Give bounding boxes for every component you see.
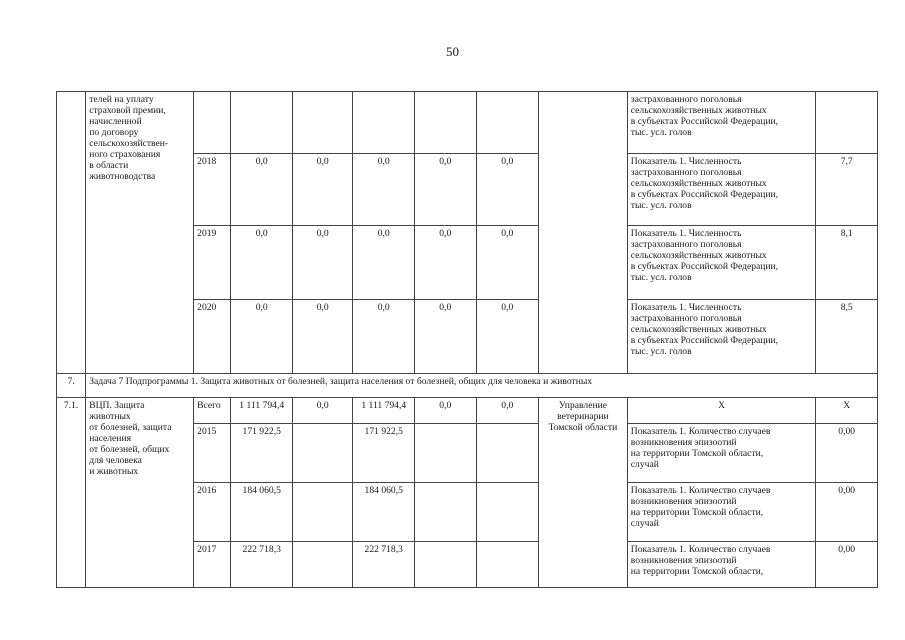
executor-cell: Управление ветеринарии Томской области xyxy=(539,398,628,588)
executor-cell xyxy=(539,92,628,374)
name-line: страховой премии, xyxy=(89,105,166,116)
table-row: 2019 0,0 0,0 0,0 0,0 0,0 Показатель 1. Численность застрахованного поголовья сельскохозяйственных животных в субъектах Российской Федерации, тыс. усл. голов 8,1 xyxy=(57,226,878,300)
indicator-value-cell: 8,1 xyxy=(816,226,878,300)
name-line: начисленной xyxy=(89,116,142,127)
name-line: по договору xyxy=(89,127,139,138)
indicator-cell: Показатель 1. Количество случаев возникновения эпизоотий на территории Томской области, случай xyxy=(627,483,816,542)
year-cell: Всего xyxy=(194,398,231,424)
indicator-value-cell: 8,5 xyxy=(816,300,878,374)
name-line: в области xyxy=(89,160,129,171)
table-row: 2018 0,0 0,0 0,0 0,0 0,0 Показатель 1. Численность застрахованного поголовья сельскохозяйственных животных в субъектах Российской Федерации, тыс. усл. голов 7,7 xyxy=(57,154,878,226)
name-line: ного страхования xyxy=(89,149,161,160)
indicator-value-cell: 0,00 xyxy=(816,424,878,483)
year-cell: 2017 xyxy=(194,542,231,588)
table-row xyxy=(57,92,878,154)
task-title: Задача 7 Подпрограммы 1. Защита животных от болезней, защита населения от болезней, общих для человека и животных xyxy=(86,374,878,398)
year-cell: 2015 xyxy=(194,424,231,483)
year-cell: 2019 xyxy=(194,226,231,300)
year-cell: 2020 xyxy=(194,300,231,374)
indicator-value-cell: 7,7 xyxy=(816,154,878,226)
name-line: сельскохозяйствен- xyxy=(89,138,169,149)
indicator-cell: Показатель 1. Численность застрахованного поголовья сельскохозяйственных животных в субъектах Российской Федерации, тыс. усл. голов xyxy=(627,226,816,300)
task-number: 7. xyxy=(57,374,86,398)
budget-table xyxy=(56,91,878,588)
indicator-value-cell: 0,00 xyxy=(816,483,878,542)
indicator-cell: Х xyxy=(627,398,816,424)
name-line: телей на уплату xyxy=(89,94,154,105)
measure-name-cell xyxy=(86,92,194,374)
measure-name-cell: ВЦП. Защита животных от болезней, защита населения от болезней, общих для человека и животных xyxy=(86,398,194,588)
indicator-cell: Показатель 1. Количество случаев возникновения эпизоотий на территории Томской области, xyxy=(627,542,816,588)
indicator-value-cell xyxy=(816,92,878,154)
indicator-value-cell: 0,00 xyxy=(816,542,878,588)
year-cell: 2018 xyxy=(194,154,231,226)
name-line: животноводства xyxy=(89,171,156,182)
table-row: 2016 184 060,5 184 060,5 Показатель 1. Количество случаев возникновения эпизоотий на территории Томской области, случай 0,00 xyxy=(57,483,878,542)
row-number-cell: 7.1. xyxy=(57,398,86,588)
task-row xyxy=(57,374,878,398)
indicator-cell: Показатель 1. Количество случаев возникновения эпизоотий на территории Томской области, случай xyxy=(627,424,816,483)
table-row: 7.1. ВЦП. Защита животных от болезней, защита населения от болезней, общих для человека и животных Всего 1 111 794,4 0,0 1 111 794,4 0,0 0,0 Управление ветеринарии Томской области Х Х xyxy=(57,398,878,424)
indicator-cell: Показатель 1. Численность застрахованного поголовья сельскохозяйственных животных в субъектах Российской Федерации, тыс. усл. голов xyxy=(627,300,816,374)
year-cell: 2016 xyxy=(194,483,231,542)
indicator-value-cell: Х xyxy=(816,398,878,424)
row-number-cell xyxy=(57,92,86,154)
table-row: 2015 171 922,5 171 922,5 Показатель 1. Количество случаев возникновения эпизоотий на территории Томской области, случай 0,00 xyxy=(57,424,878,483)
indicator-cell: Показатель 1. Численность застрахованного поголовья сельскохозяйственных животных в субъектах Российской Федерации, тыс. усл. голов xyxy=(627,154,816,226)
table-row: 2017 222 718,3 222 718,3 Показатель 1. Количество случаев возникновения эпизоотий на территории Томской области, 0,00 xyxy=(57,542,878,588)
page-number: 50 xyxy=(446,44,459,59)
table-row: 2020 0,0 0,0 0,0 0,0 0,0 Показатель 1. Численность застрахованного поголовья сельскохозяйственных животных в субъектах Российской Федерации, тыс. усл. голов 8,5 xyxy=(57,300,878,374)
indicator-cell: застрахованного поголовья сельскохозяйственных животных в субъектах Российской Федерации, тыс. усл. голов xyxy=(627,92,816,154)
